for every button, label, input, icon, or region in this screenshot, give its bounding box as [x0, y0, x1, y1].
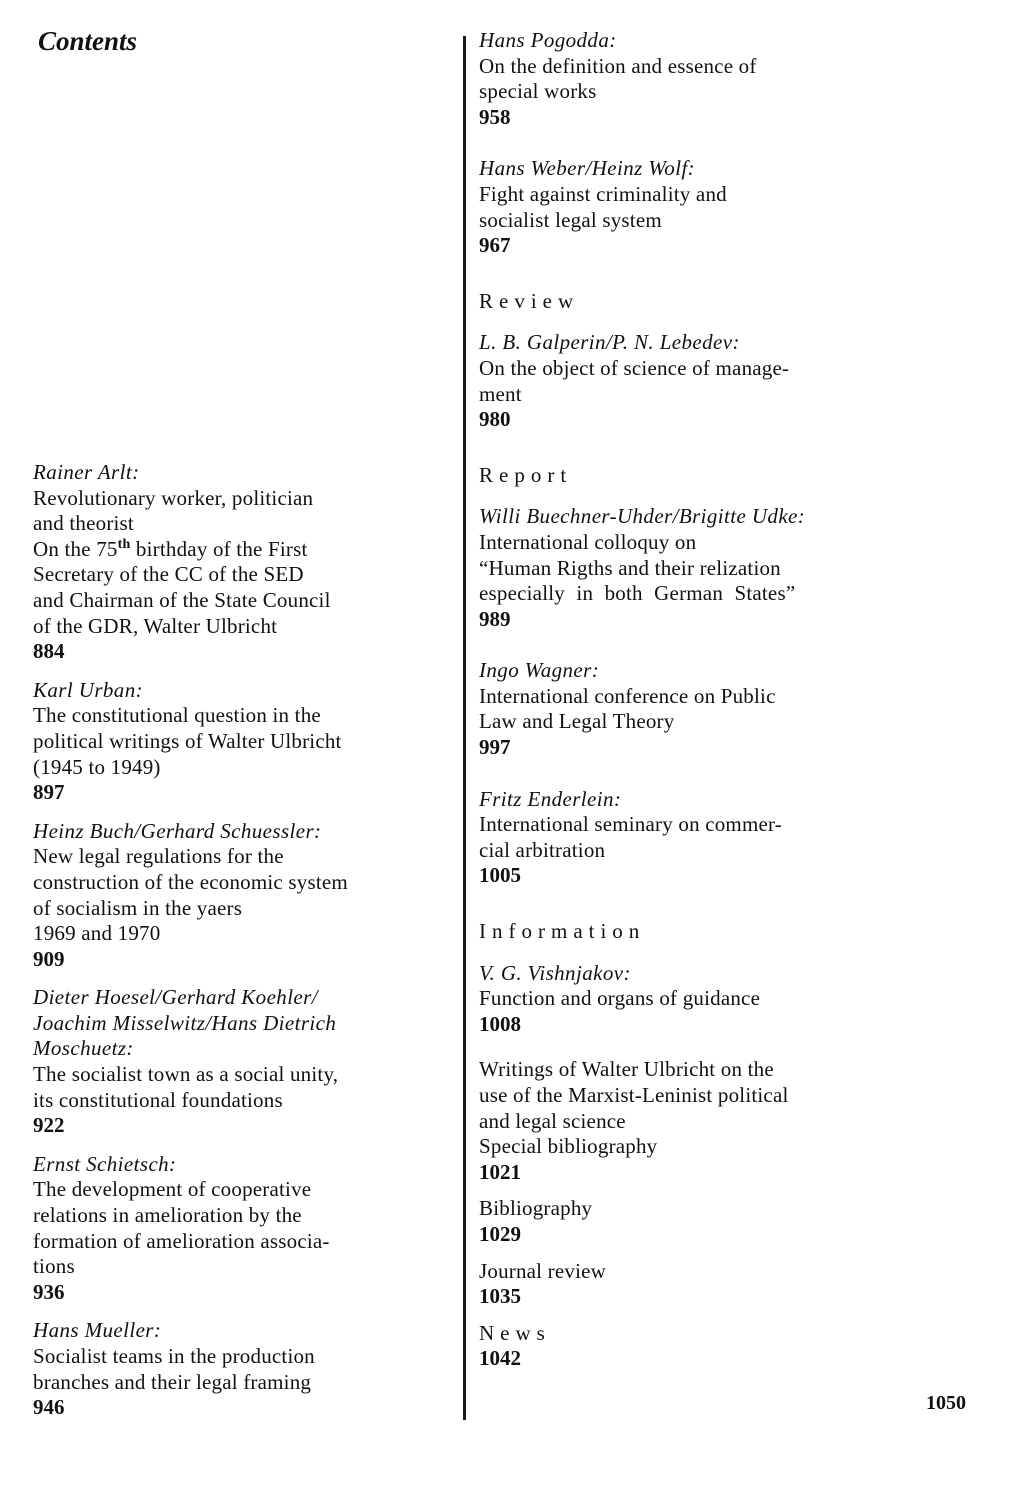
section-heading-review: Review — [479, 288, 580, 313]
entry-title-line: Law and Legal Theory — [479, 709, 675, 734]
toc-entry-mueller — [33, 1318, 453, 1420]
entry-title-line: Special bibliography — [479, 1134, 658, 1159]
entry-author: Hans Weber/Heinz Wolf: — [479, 156, 696, 181]
entry-page-number: 1042 — [479, 1346, 521, 1371]
entry-title-line: (1945 to 1949) — [33, 754, 161, 779]
toc-entry-buch-schuessler — [33, 819, 453, 973]
section-heading-report: Report — [479, 462, 573, 487]
toc-entry-schietsch — [33, 1152, 453, 1306]
entry-title-line: and theorist — [33, 511, 134, 536]
left-column — [33, 460, 453, 1434]
toc-entry-writings-ulbricht — [479, 1057, 909, 1185]
entry-title-line: special works — [479, 79, 597, 104]
entry-title-line: socialist legal system — [479, 207, 662, 232]
toc-entry-pogodda — [479, 28, 909, 130]
entry-subtitle-line: and Chairman of the State Council — [33, 587, 331, 612]
entry-page-number: 936 — [33, 1279, 65, 1304]
section-heading-news: News — [479, 1320, 551, 1345]
entry-page-number: 1008 — [479, 1011, 521, 1036]
entry-title-line: of socialism in the yaers — [33, 895, 243, 920]
entry-title-line: ment — [479, 381, 522, 406]
toc-entry-arlt — [33, 460, 453, 665]
entry-title-line: formation of amelioration associa- — [33, 1228, 330, 1253]
entry-page-number: 967 — [479, 233, 511, 258]
superscript-th: th — [117, 536, 131, 552]
entry-author: Hans Pogodda: — [479, 28, 617, 52]
entry-author: Heinz Buch/Gerhard Schuessler: — [33, 818, 322, 843]
entry-title-line: especially in both German States” — [479, 581, 796, 606]
subtitle-text: On the 75 — [33, 536, 118, 561]
entry-title-line: Writings of Walter Ulbricht on the — [479, 1057, 774, 1082]
entry-title-line: cial arbitration — [479, 837, 606, 862]
toc-entry-vishnjakov — [479, 961, 909, 1038]
entry-title-line: its constitutional foundations — [33, 1087, 283, 1112]
entry-title-line: 1969 and 1970 — [33, 921, 161, 946]
entry-author-line: Joachim Misselwitz/Hans Dietrich — [33, 1010, 337, 1035]
entry-title-line: The constitutional question in the — [33, 703, 321, 728]
entry-author: L. B. Galperin/P. N. Lebedev: — [479, 330, 740, 355]
entry-title-line: and legal science — [479, 1108, 626, 1133]
entry-page-number: 922 — [33, 1113, 65, 1138]
entry-title-line: International colloquy on — [479, 529, 697, 554]
entry-author: Karl Urban: — [33, 677, 143, 702]
entry-title-line: The socialist town as a social unity, — [33, 1062, 339, 1087]
entry-title-line: The development of cooperative — [33, 1177, 312, 1202]
entry-author: V. G. Vishnjakov: — [479, 960, 631, 985]
entry-title-line: “Human Rigths and their relization — [479, 555, 781, 580]
entry-page-number: 958 — [479, 104, 511, 129]
entry-title-line: International seminary on commer- — [479, 812, 782, 837]
entry-page-number: 989 — [479, 606, 511, 631]
entry-page-number: 946 — [33, 1395, 65, 1420]
entry-author: Hans Mueller: — [33, 1318, 162, 1343]
toc-entry-bibliography — [479, 1196, 909, 1247]
entry-subtitle-line: of the GDR, Walter Ulbricht — [33, 613, 278, 638]
entry-title-line: relations in amelioration by the — [33, 1203, 302, 1228]
toc-entry-journal-review — [479, 1259, 909, 1310]
toc-entry-buechner — [479, 504, 909, 632]
entry-title-line: International conference on Public — [479, 683, 776, 708]
entry-title-line: political writings of Walter Ulbricht — [33, 728, 342, 753]
entry-page-number: 909 — [33, 946, 65, 971]
entry-author-line: Dieter Hoesel/Gerhard Koehler/ — [33, 985, 318, 1010]
entry-title-line: Fight against criminality and — [479, 181, 727, 206]
entry-author: Willi Buechner-Uhder/Brigitte Udke: — [479, 504, 806, 529]
entry-title-line: use of the Marxist-Leninist political — [479, 1083, 789, 1107]
entry-title-line: branches and their legal framing — [33, 1369, 312, 1394]
page-title: Contents — [38, 26, 138, 56]
column-divider — [463, 36, 466, 1420]
entry-title-line: Socialist teams in the production — [33, 1344, 315, 1368]
toc-entry-hoesel — [33, 985, 453, 1139]
entry-title-line: Revolutionary worker, politician — [33, 485, 314, 510]
entry-page-number: 884 — [33, 639, 65, 664]
toc-entry-news — [479, 1321, 909, 1372]
section-heading-information: Information — [479, 919, 646, 944]
toc-entry-weber-wolf — [479, 156, 909, 258]
entry-author: Ingo Wagner: — [479, 658, 600, 683]
entry-title-line: On the definition and essence of — [479, 53, 757, 78]
entry-subtitle-line: Secretary of the CC of the SED — [33, 562, 304, 587]
entry-subtitle-line — [33, 537, 453, 563]
entry-title-line: construction of the economic system — [33, 869, 348, 894]
entry-page-number: 1005 — [479, 863, 521, 888]
entry-author: Rainer Arlt: — [33, 460, 140, 484]
toc-entry-wagner — [479, 658, 909, 760]
entry-title-line: Function and organs of guidance — [479, 986, 761, 1011]
page-number: 1050 — [926, 1392, 966, 1414]
subtitle-text: birthday of the First — [130, 536, 308, 561]
entry-page-number: 980 — [479, 407, 511, 432]
entry-author-line: Moschuetz: — [33, 1036, 134, 1061]
entry-title-line: Bibliography — [479, 1196, 593, 1221]
entry-title-line: New legal regulations for the — [33, 844, 284, 869]
entry-page-number: 1021 — [479, 1159, 521, 1184]
entry-page-number: 1035 — [479, 1284, 521, 1309]
toc-entry-enderlein — [479, 787, 909, 889]
entry-page-number: 997 — [479, 735, 511, 760]
toc-entry-urban — [33, 678, 453, 806]
entry-author: Fritz Enderlein: — [479, 786, 622, 811]
entry-title-line: tions — [33, 1254, 75, 1279]
toc-entry-galperin — [479, 330, 909, 432]
entry-author: Ernst Schietsch: — [33, 1151, 177, 1176]
entry-title-line: Journal review — [479, 1258, 607, 1283]
entry-page-number: 1029 — [479, 1221, 521, 1246]
entry-page-number: 897 — [33, 780, 65, 805]
right-column — [479, 28, 909, 1398]
entry-title-line: On the object of science of manage- — [479, 355, 790, 380]
